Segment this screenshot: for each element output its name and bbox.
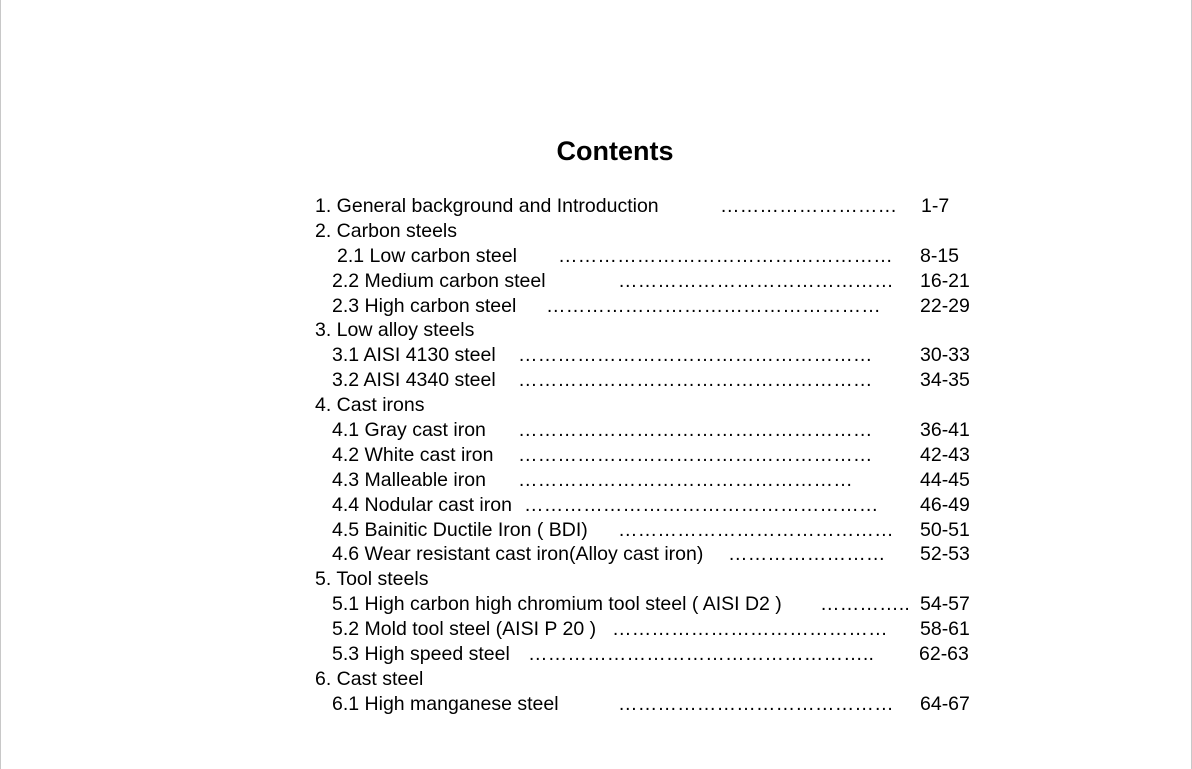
toc-entry [315,592,995,617]
toc-entry [315,692,995,717]
toc-page-number: 54-57 [920,593,970,616]
toc-entry [315,493,995,518]
toc-leader-dots: ……………………… [720,195,898,217]
toc-page-number: 50-51 [920,518,970,541]
toc-page-number: 1-7 [921,195,950,217]
toc-entry-label: 5.1 High carbon high chromium tool steel ( AISI D2 ) [332,593,782,616]
toc-entry [315,468,995,493]
toc-leader-dots: …………………………………… [618,269,894,292]
toc-entry [315,368,995,393]
toc-page-number: 8-15 [920,244,960,267]
toc-leader-dots: …………………………………… [618,518,894,541]
toc-entry [315,194,995,219]
toc-page-number: 64-67 [920,692,970,715]
toc-page-number: 52-53 [920,543,970,566]
toc-entry-label: 6. Cast steel [315,667,424,690]
toc-entry [315,518,995,543]
toc-page-number: 58-61 [920,618,970,641]
toc-entry-label: 2.2 Medium carbon steel [332,269,546,292]
toc-entry-label: 6.1 High manganese steel [332,692,559,715]
toc-entry-label: 5.3 High speed steel [332,643,510,666]
toc-page-number: 16-21 [920,269,970,292]
toc-leader-dots: ……………………………………………… [518,419,873,442]
table-of-contents [315,194,995,717]
toc-page-number: 36-41 [920,419,970,442]
toc-leader-dots: …………………………………………….. [528,643,875,666]
toc-leader-dots: ……………………………………………… [524,493,879,516]
toc-entry-label: 1. General background and Introduction [315,195,659,217]
toc-entry [315,667,995,692]
toc-leader-dots: …………………………………………… [546,294,881,317]
toc-entry [315,219,995,244]
toc-page-number: 22-29 [920,294,970,317]
toc-entry-label: 3.2 AISI 4340 steel [332,369,496,392]
toc-entry [315,269,995,294]
toc-entry [315,318,995,343]
toc-entry [315,343,995,368]
toc-leader-dots: ……………………………………………… [518,443,873,466]
toc-entry-label: 2.1 Low carbon steel [337,244,517,267]
toc-entry-label: 4. Cast irons [315,394,425,417]
toc-entry-label: 5.2 Mold tool steel (AISI P 20 ) [332,618,597,641]
toc-entry [315,542,995,567]
toc-leader-dots: …………………………………………… [518,468,853,491]
toc-entry [315,244,995,269]
toc-entry-label: 4.6 Wear resistant cast iron(Alloy cast iron) [332,543,704,566]
toc-entry-label: 4.1 Gray cast iron [332,419,486,442]
toc-leader-dots: ………….. [820,593,911,616]
toc-leader-dots: …………………… [728,543,886,566]
toc-entry-label: 4.3 Malleable iron [332,468,486,491]
toc-entry-label: 4.4 Nodular cast iron [332,493,512,516]
toc-entry-label: 4.5 Bainitic Ductile Iron ( BDI) [332,518,588,541]
toc-page-number: 42-43 [920,443,970,466]
toc-entry-label: 2. Carbon steels [315,219,457,242]
toc-leader-dots: …………………………………………… [558,244,893,267]
toc-page-number: 62-63 [919,643,969,666]
toc-entry [315,393,995,418]
toc-entry [315,617,995,642]
toc-page-number: 46-49 [920,493,970,516]
toc-entry-label: 5. Tool steels [315,568,429,591]
toc-entry-label: 4.2 White cast iron [332,443,494,466]
toc-entry-label: 2.3 High carbon steel [332,294,517,317]
toc-entry [315,418,995,443]
toc-page-number: 44-45 [920,468,970,491]
toc-entry [315,567,995,592]
toc-entry [315,294,995,319]
toc-entry-label: 3.1 AISI 4130 steel [332,344,496,367]
toc-page-number: 34-35 [920,369,970,392]
page-title: Contents [556,136,674,166]
toc-entry-label: 3. Low alloy steels [315,319,475,342]
toc-leader-dots: …………………………………… [618,692,894,715]
toc-entry [315,642,995,667]
toc-leader-dots: …………………………………… [612,618,888,641]
toc-entry [315,443,995,468]
toc-leader-dots: ……………………………………………… [518,369,873,392]
toc-page-number: 30-33 [920,344,970,367]
toc-leader-dots: ……………………………………………… [518,344,873,367]
